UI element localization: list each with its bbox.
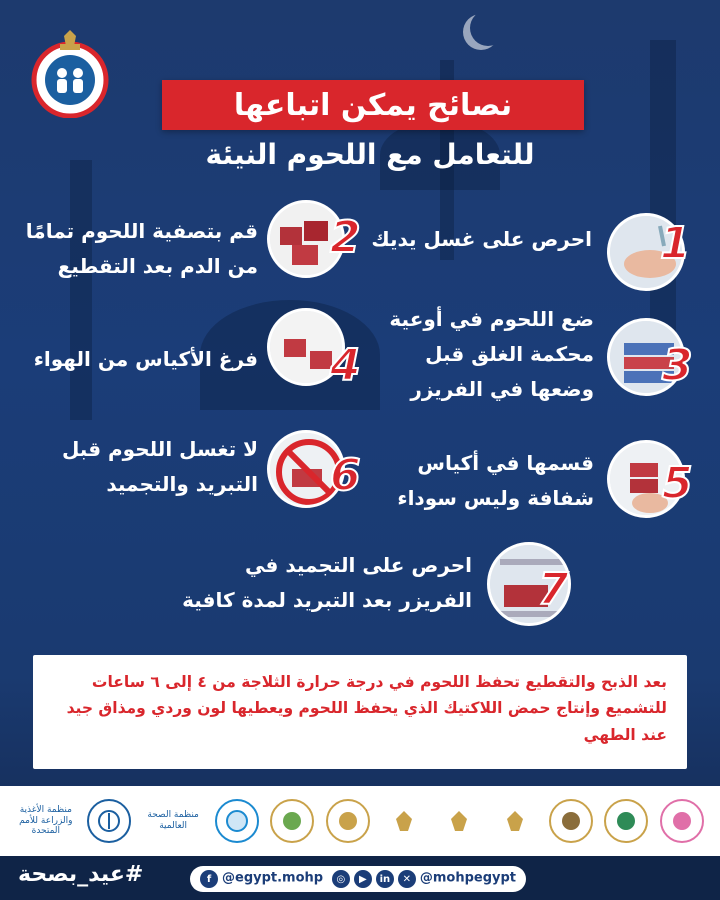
page-title: نصائح يمكن اتباعها bbox=[233, 87, 513, 123]
info-note: بعد الذبح والتقطيع تحفظ اللحوم في درجة حرارة الثلاجة من ٤ إلى ٦ ساعات للتشميع وإنتاج حمض اللاكتيك الذي يحفظ اللحوم ويعطيها لون وردي ومذاق جيد عند الطهي bbox=[33, 655, 687, 769]
crescent-moon-icon bbox=[470, 10, 506, 46]
partner-logos bbox=[0, 786, 720, 856]
linkedin-icon: in bbox=[376, 870, 394, 888]
eagle-logo-1 bbox=[382, 799, 426, 843]
facebook-link[interactable]: f @egypt.mohp bbox=[200, 870, 323, 888]
eagle-logo-2 bbox=[437, 799, 481, 843]
eagle-logo-3 bbox=[493, 799, 537, 843]
page-subtitle: للتعامل مع اللحوم النيئة bbox=[205, 138, 535, 171]
ministry-logo bbox=[26, 30, 114, 118]
title-banner bbox=[162, 80, 584, 130]
partner-logo-9 bbox=[604, 799, 648, 843]
instagram-icon: ◎ bbox=[332, 870, 350, 888]
partner-logo-10 bbox=[660, 799, 704, 843]
facebook-icon: f bbox=[200, 870, 218, 888]
partner-logo-3 bbox=[270, 799, 314, 843]
social-links[interactable]: ◎ ▶ in ✕ @mohpegypt bbox=[332, 870, 516, 888]
who-logo bbox=[215, 799, 259, 843]
x-icon: ✕ bbox=[398, 870, 416, 888]
partner-logo-4 bbox=[326, 799, 370, 843]
youtube-icon: ▶ bbox=[354, 870, 372, 888]
social-handles bbox=[190, 866, 526, 892]
who-label: منظمة الصحة العالمية bbox=[147, 810, 199, 831]
partner-logo-8 bbox=[549, 799, 593, 843]
fao-label: منظمة الأغذية والزراعة للأمم المتحدة bbox=[19, 804, 73, 837]
campaign-hashtag: #عيد_بصحة bbox=[18, 862, 144, 887]
fao-logo bbox=[87, 799, 131, 843]
